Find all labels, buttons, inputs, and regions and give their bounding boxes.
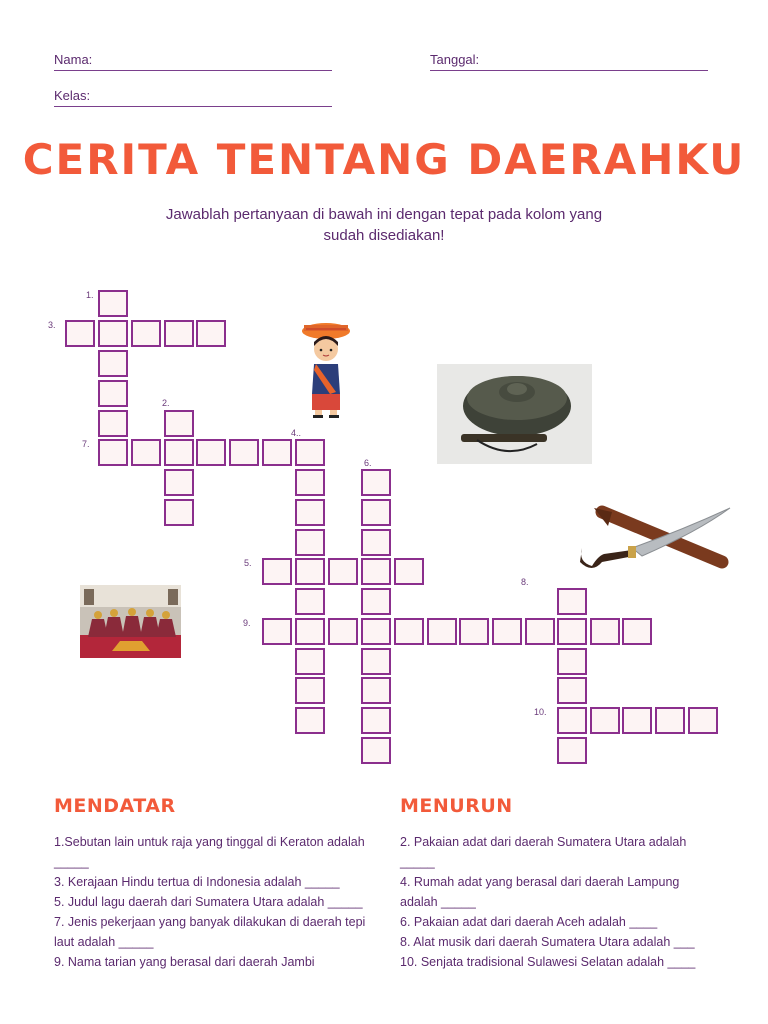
- across-clue-5: 5. Judul lagu daerah dari Sumatera Utara adalah _____: [54, 895, 363, 909]
- down-clue-10: 10. Senjata tradisional Sulawesi Selatan adalah ____: [400, 955, 696, 969]
- crossword-cell[interactable]: [164, 499, 194, 526]
- crossword-cell[interactable]: [295, 499, 325, 526]
- instructions: Jawablah pertanyaan di bawah ini dengan tepat pada kolom yang sudah disediakan!: [165, 206, 603, 244]
- crossword-cell[interactable]: [262, 558, 292, 585]
- crossword-cell[interactable]: [262, 439, 292, 466]
- clue-number-2: 2.: [162, 398, 170, 408]
- crossword-cell[interactable]: [295, 529, 325, 556]
- crossword-cell[interactable]: [557, 707, 587, 734]
- crossword-cell[interactable]: [98, 439, 128, 466]
- crossword-cell[interactable]: [328, 558, 358, 585]
- clue-number-9: 9.: [243, 618, 251, 628]
- crossword-cell[interactable]: [361, 677, 391, 704]
- crossword-cell[interactable]: [164, 469, 194, 496]
- crossword-cell[interactable]: [196, 439, 226, 466]
- down-clue-4: 4. Rumah adat yang berasal dari daerah Lampung adalah _____: [400, 875, 680, 909]
- badik-weapon-image: [572, 490, 732, 575]
- crossword-cell[interactable]: [196, 320, 226, 347]
- across-clue-3: 3. Kerajaan Hindu tertua di Indonesia adalah _____: [54, 875, 340, 889]
- crossword-cell[interactable]: [295, 588, 325, 615]
- class-label: Kelas:: [54, 88, 91, 103]
- crossword-cell[interactable]: [557, 648, 587, 675]
- crossword-cell[interactable]: [361, 707, 391, 734]
- crossword-cell[interactable]: [590, 707, 620, 734]
- crossword-cell[interactable]: [131, 320, 161, 347]
- clue-number-6: 6.: [364, 458, 372, 468]
- crossword-cell[interactable]: [655, 707, 685, 734]
- crossword-cell[interactable]: [131, 439, 161, 466]
- date-label: Tanggal:: [430, 52, 480, 67]
- crossword-cell[interactable]: [98, 410, 128, 437]
- girl-costume-illustration: [300, 320, 352, 420]
- clue-number-10: 10.: [534, 707, 547, 717]
- crossword-cell[interactable]: [394, 558, 424, 585]
- crossword-cell[interactable]: [98, 350, 128, 377]
- across-clue-1: 1.Sebutan lain untuk raja yang tinggal di Keraton adalah _____: [54, 835, 365, 869]
- crossword-cell[interactable]: [295, 558, 325, 585]
- crossword-cell[interactable]: [361, 469, 391, 496]
- crossword-cell[interactable]: [622, 707, 652, 734]
- clue-number-4: 4..: [291, 428, 302, 438]
- across-clue-7: 7. Jenis pekerjaan yang banyak dilakukan di daerah tepi laut adalah _____: [54, 915, 366, 949]
- crossword-cell[interactable]: [459, 618, 489, 645]
- clue-number-7: 7.: [82, 439, 90, 449]
- clue-number-8: 8.: [521, 577, 529, 587]
- down-heading: MENURUN: [400, 795, 513, 817]
- crossword-cell[interactable]: [590, 618, 620, 645]
- crossword-cell[interactable]: [328, 618, 358, 645]
- traditional-dance-image: [80, 585, 181, 658]
- crossword-cell[interactable]: [164, 410, 194, 437]
- crossword-cell[interactable]: [164, 439, 194, 466]
- down-clue-2: 2. Pakaian adat dari daerah Sumatera Utara adalah _____: [400, 835, 687, 869]
- crossword-cell[interactable]: [557, 737, 587, 764]
- crossword-cell[interactable]: [295, 439, 325, 466]
- crossword-cell[interactable]: [361, 558, 391, 585]
- crossword-cell[interactable]: [427, 618, 457, 645]
- crossword-cell[interactable]: [557, 677, 587, 704]
- crossword-cell[interactable]: [557, 588, 587, 615]
- crossword-cell[interactable]: [295, 469, 325, 496]
- crossword-cell[interactable]: [688, 707, 718, 734]
- date-line: [430, 70, 708, 71]
- across-clue-9: 9. Nama tarian yang berasal dari daerah Jambi: [54, 955, 315, 969]
- crossword-cell[interactable]: [98, 320, 128, 347]
- down-clue-6: 6. Pakaian adat dari daerah Aceh adalah ____: [400, 915, 658, 929]
- crossword-cell[interactable]: [525, 618, 555, 645]
- crossword-cell[interactable]: [98, 380, 128, 407]
- crossword-cell[interactable]: [262, 618, 292, 645]
- down-clue-8: 8. Alat musik dari daerah Sumatera Utara adalah ___: [400, 935, 695, 949]
- crossword-cell[interactable]: [295, 677, 325, 704]
- crossword-cell[interactable]: [164, 320, 194, 347]
- crossword-cell[interactable]: [361, 737, 391, 764]
- crossword-cell[interactable]: [229, 439, 259, 466]
- crossword-cell[interactable]: [98, 290, 128, 317]
- crossword-cell[interactable]: [295, 618, 325, 645]
- crossword-cell[interactable]: [361, 648, 391, 675]
- crossword-cell[interactable]: [65, 320, 95, 347]
- crossword-cell[interactable]: [361, 588, 391, 615]
- across-heading: MENDATAR: [54, 795, 176, 817]
- class-line: [54, 106, 332, 107]
- page-title: CERITA TENTANG DAERAHKU: [22, 135, 746, 184]
- name-line: [54, 70, 332, 71]
- clue-number-3: 3.: [48, 320, 56, 330]
- crossword-cell[interactable]: [394, 618, 424, 645]
- clue-number-5: 5.: [244, 558, 252, 568]
- clue-number-1: 1.: [86, 290, 94, 300]
- gong-image: [437, 364, 592, 464]
- crossword-cell[interactable]: [361, 529, 391, 556]
- crossword-cell[interactable]: [361, 499, 391, 526]
- name-label: Nama:: [54, 52, 93, 67]
- crossword-cell[interactable]: [557, 618, 587, 645]
- crossword-cell[interactable]: [295, 707, 325, 734]
- crossword-cell[interactable]: [361, 618, 391, 645]
- crossword-cell[interactable]: [492, 618, 522, 645]
- crossword-cell[interactable]: [295, 648, 325, 675]
- crossword-cell[interactable]: [622, 618, 652, 645]
